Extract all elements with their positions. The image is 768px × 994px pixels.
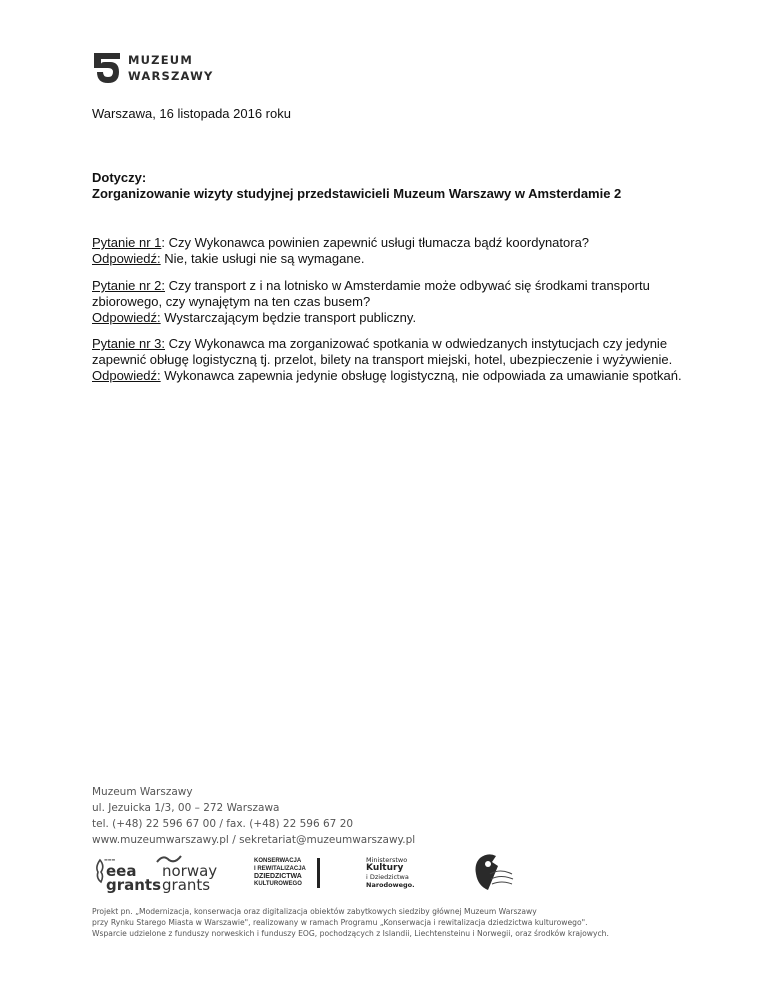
konserwacja-line-4: KULTUROWEGO xyxy=(254,880,302,887)
ministerstwo-line-1: Ministerstwo xyxy=(366,856,408,864)
eea-flame-icon xyxy=(94,858,106,888)
norway-text: norway xyxy=(162,862,218,880)
sponsor-logos: ▬▬▬ eea grants norway grants KONSERWACJA I REWITALIZACJA DZIEDZICTWA KULTUROWEGO Ministerstwo Kultury i Dziedzictwa Narodowego. xyxy=(92,852,532,896)
address-name: Muzeum Warszawy xyxy=(92,786,193,798)
answer-label: Odpowiedź: xyxy=(92,310,161,325)
heritage-emblem-logo xyxy=(472,852,520,899)
footer-address xyxy=(92,784,415,848)
ministerstwo-logo xyxy=(366,856,436,889)
qa-item-3 xyxy=(92,336,692,384)
logo-line-1: MUZEUM xyxy=(128,53,193,67)
eea-grants-text: grants xyxy=(106,876,162,894)
question-label: Pytanie nr 3: xyxy=(92,336,165,351)
konserwacja-line-3: DZIEDZICTWA xyxy=(254,873,302,880)
qa-item-2 xyxy=(92,278,692,326)
project-line-1: Projekt pn. „Modernizacja, konserwacja oraz digitalizacja obiektów zabytkowych siedziby głównej Muzeum Warszawy xyxy=(92,907,537,916)
museum-logo-icon xyxy=(92,50,122,86)
question-text: Czy transport z i na lotnisko w Amsterdamie może odbywać się środkami transportu zbiorowego, czy wynajętym na ten czas busem? xyxy=(92,278,650,309)
ministerstwo-line-4: Narodowego. xyxy=(366,881,415,889)
answer-label: Odpowiedź: xyxy=(92,251,161,266)
logo-wordmark xyxy=(128,52,214,84)
subject-block xyxy=(92,170,621,202)
address-street: ul. Jezuicka 1/3, 00 – 272 Warszawa xyxy=(92,802,280,814)
subject-text: Zorganizowanie wizyty studyjnej przedstawicieli Muzeum Warszawy w Amsterdamie 2 xyxy=(92,186,622,201)
answer-text: Wykonawca zapewnia jedynie obsługę logistyczną, nie odpowiada za umawianie spotkań. xyxy=(160,368,682,383)
konserwacja-line-1: KONSERWACJA xyxy=(254,858,302,864)
konserwacja-line-2: I REWITALIZACJA xyxy=(254,865,306,872)
project-line-2: przy Rynku Starego Miasta w Warszawie", realizowany w ramach Programu „Konserwacja i rewitalizacja dziedzictwa kulturowego". xyxy=(92,918,588,927)
project-note xyxy=(92,906,692,939)
logo-line-2: WARSZAWY xyxy=(128,69,214,83)
address-phone: tel. (+48) 22 596 67 00 / fax. (+48) 22 596 67 20 xyxy=(92,818,354,830)
address-web-email: www.muzeumwarszawy.pl / sekretariat@muzeumwarszawy.pl xyxy=(92,834,416,846)
question-label: Pytanie nr 2: xyxy=(92,278,165,293)
project-line-3: Wsparcie udzielone z funduszy norweskich i funduszy EOG, pochodzących z Islandii, Liechtensteinu i Norwegii, oraz środków krajowych. xyxy=(92,929,609,938)
eea-text: eea xyxy=(106,862,137,880)
question-text: : Czy Wykonawca powinien zapewnić usługi tłumacza bądź koordynatora? xyxy=(161,235,590,250)
answer-label: Odpowiedź: xyxy=(92,368,161,383)
ministerstwo-line-2: Kultury xyxy=(366,863,404,873)
heritage-emblem-icon xyxy=(472,852,520,894)
norway-grants-text: grants xyxy=(162,876,211,894)
document-date: Warszawa, 16 listopada 2016 roku xyxy=(92,106,291,121)
question-label: Pytanie nr 1 xyxy=(92,235,162,250)
subject-label: Dotyczy: xyxy=(92,170,147,185)
question-text: Czy Wykonawca ma zorganizować spotkania w odwiedzanych instytucjach czy jedynie zapewnić obługę logistyczną tj. przelot, bilety na transport miejski, hotel, ubezpieczenie i wyżywienie. xyxy=(92,336,673,367)
answer-text: Wystarczającym będzie transport publiczny. xyxy=(160,310,417,325)
ministerstwo-line-3: i Dziedzictwa xyxy=(366,873,409,881)
answer-text: Nie, takie usługi nie są wymagane. xyxy=(160,251,365,266)
konserwacja-logo xyxy=(254,858,320,890)
qa-item-1 xyxy=(92,235,692,267)
museum-logo xyxy=(92,50,214,86)
